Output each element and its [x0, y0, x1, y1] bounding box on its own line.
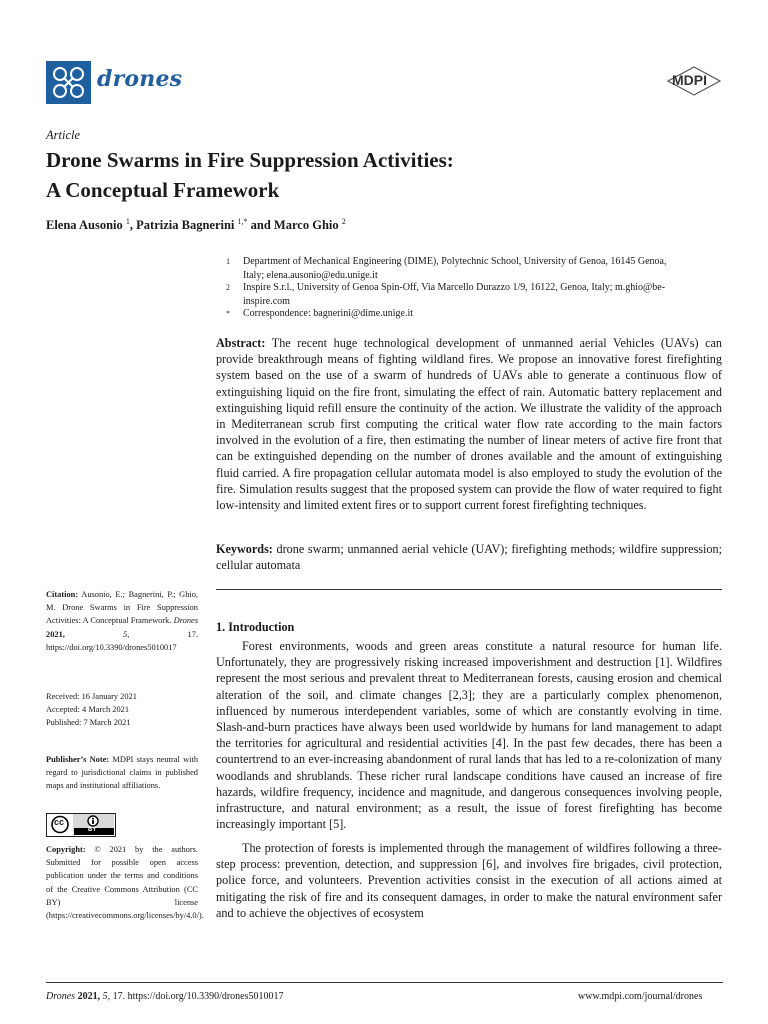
received-date: Received: 16 January 2021: [46, 692, 137, 701]
footer-doi[interactable]: 17. https://doi.org/10.3390/drones5010017: [112, 991, 284, 1002]
citation-journal: Drones: [173, 616, 199, 626]
correspondence: [216, 307, 721, 321]
accepted-date: Accepted: 4 March 2021: [46, 705, 130, 715]
abstract: [216, 335, 722, 513]
copyright-block: [46, 843, 204, 922]
section-heading: 1. Introduction: [216, 620, 295, 634]
section-divider: [216, 589, 722, 590]
author-separator: ,: [129, 218, 137, 233]
footer-journal-url[interactable]: www.mdpi.com/journal/drones: [578, 991, 703, 1002]
dates-block: [46, 690, 198, 730]
keywords-text: drone swarm; unmanned aerial vehicle (UAV); firefighting methods; wildfire suppression; cellular automata: [216, 542, 723, 573]
publisher-logo[interactable]: [666, 66, 722, 101]
author-affil-mark: 2: [341, 217, 346, 226]
by-badge-text: BY: [88, 827, 97, 833]
citation-year: 2021,: [46, 629, 65, 639]
publisher-name: MDPI: [672, 72, 707, 88]
affiliation-1: [216, 255, 721, 282]
affiliation-line: inspire.com: [243, 295, 290, 307]
affiliation-line: Department of Mechanical Engineering (DIME), Polytechnic School, University of Genoa, 16145 Genoa,: [243, 256, 667, 267]
author-name[interactable]: Elena Ausonio: [46, 218, 123, 233]
author-separator: and: [247, 218, 274, 233]
affiliation-mark: *: [226, 309, 230, 318]
author-list: [46, 217, 346, 233]
author-affil-mark: 1,*: [237, 217, 248, 226]
citation-text: Ausonio, E.; Bagnerini, P.; Ghio, M. Drone Swarms in Fire Suppression Activities: A Conceptual Framework.: [46, 590, 198, 626]
footer-journal: Drones: [46, 991, 76, 1002]
cc-badge-text: cc: [54, 817, 65, 827]
affiliation-mark: 2: [226, 283, 230, 292]
affiliation-2: [216, 281, 721, 308]
affiliation-line: Italy; elena.ausonio@edu.unige.it: [243, 269, 378, 281]
citation-label: Citation:: [46, 590, 79, 599]
footer-volume: 5,: [102, 991, 111, 1002]
cc-by-license-badge[interactable]: [46, 813, 116, 837]
author-affil-mark: 1: [125, 217, 130, 226]
drone-icon: [46, 61, 91, 104]
footer-divider: [46, 982, 723, 983]
correspondence-line: Correspondence: bagnerini@dime.unige.it: [243, 308, 413, 319]
author-name[interactable]: Marco Ghio: [273, 218, 339, 233]
journal-logo: [46, 61, 91, 104]
affiliation-line: Inspire S.r.l., University of Genoa Spin-Off, Via Marcello Durazzo 1/9, 16122, Genoa, Italy; m.ghio@be-: [243, 282, 666, 293]
publisher-note-text: MDPI stays neutral with regard to jurisdictional claims in published maps and institutional affiliations.: [46, 755, 199, 791]
journal-name[interactable]: drones: [97, 66, 183, 92]
affiliation-mark: 1: [226, 257, 230, 266]
intro-paragraph-1: Forest environments, woods and green areas constitute a natural resource for human life. Unfortunately, they are progressively risking increased impoverishment and destruction [1]. Wildfires represent the most serious and prevalent threat to Mediterranean forests, causing erosion and chemical alteration of the soil, and climate changes [2,3]; they are a particularly complex phenomenon, influenced by numerous interdependent variables, some of which are constantly evolving in time. Slash-and-burn practices have always been used worldwide by humans for land management to adapt the territories for agricultural and residential activities [4]. In the past few decades, there has been a countertrend to an ever-increasing abandonment of rural lands that has led to a re-colonization of many woodlands and shrublands. These richer rural landscape conditions have caused an increase of fire hazards, wildfire frequency, incidence and magnitude, and dangerous consequences involving people, infrastructure, and natural environment; as a result, the issue of forest firefighting has become increasingly important [5].: [216, 639, 722, 832]
publisher-note-label: Publisher’s Note:: [46, 755, 110, 764]
citation-volume: 5,: [123, 629, 130, 639]
abstract-text: The recent huge technological development of unmanned aerial Vehicles (UAVs) can provide breakthrough means of fighting wildland fires. We propose an innovative forest firefighting system based on the use of a swarm of hundreds of UAVs able to generate a continuous flow of extinguishing liquid on the fire front, simulating the effect of rain. Automatic battery replacement and extinguishing liquid refill ensure the continuity of the action. We illustrate the validity of the approach in Mediterranean scrub first computing the critical water flow rate according to the main factors involved in the evolution of a fire, then estimating the number of linear meters of active fire front that can be extinguished depending on the number of drones available and the amount of extinguishing fluid carried. A fire propagation cellular automata model is also employed to study the evolution of the fire. Simulation results suggest that the proposed system can provide the flow of water required to fight low-intensity and limited extent fires or to support current forest firefighting techniques.: [216, 336, 723, 513]
citation-block: [46, 588, 198, 654]
author-name[interactable]: Patrizia Bagnerini: [136, 218, 235, 233]
published-date: Published: 7 March 2021: [46, 718, 131, 728]
footer-citation: [46, 991, 284, 1002]
copyright-text: © 2021 by the authors. Submitted for possible open access publication under the terms and conditions of the Creative Commons Attribution (CC BY) license (https://creativecommons.org/licenses/by/4.0/).: [46, 845, 204, 921]
copyright-label: Copyright:: [46, 845, 86, 854]
footer-year: 2021,: [77, 991, 101, 1002]
abstract-label: Abstract:: [216, 336, 266, 350]
title-line-2: A Conceptual Framework: [46, 178, 280, 202]
article-title: [46, 145, 454, 205]
publisher-note: [46, 753, 198, 793]
citation-doi[interactable]: 17. https://doi.org/10.3390/drones5010017: [46, 629, 198, 652]
article-type: Article: [46, 128, 81, 142]
keywords: [216, 541, 722, 573]
keywords-label: Keywords:: [216, 542, 273, 556]
intro-paragraph-2: The protection of forests is implemented through the management of wildfires following a three-step process: prevention, detection, and suppression [6], and involves fire brigades, civil protection, police force, and volunteers. Prevention activities consist in the execution of all actions aimed at mitigating the risk of fire and its consequent damages, in order to make the natural environment safer and to achieve the objectives of ecosystem: [216, 841, 722, 920]
title-line-1: Drone Swarms in Fire Suppression Activities:: [46, 148, 454, 172]
